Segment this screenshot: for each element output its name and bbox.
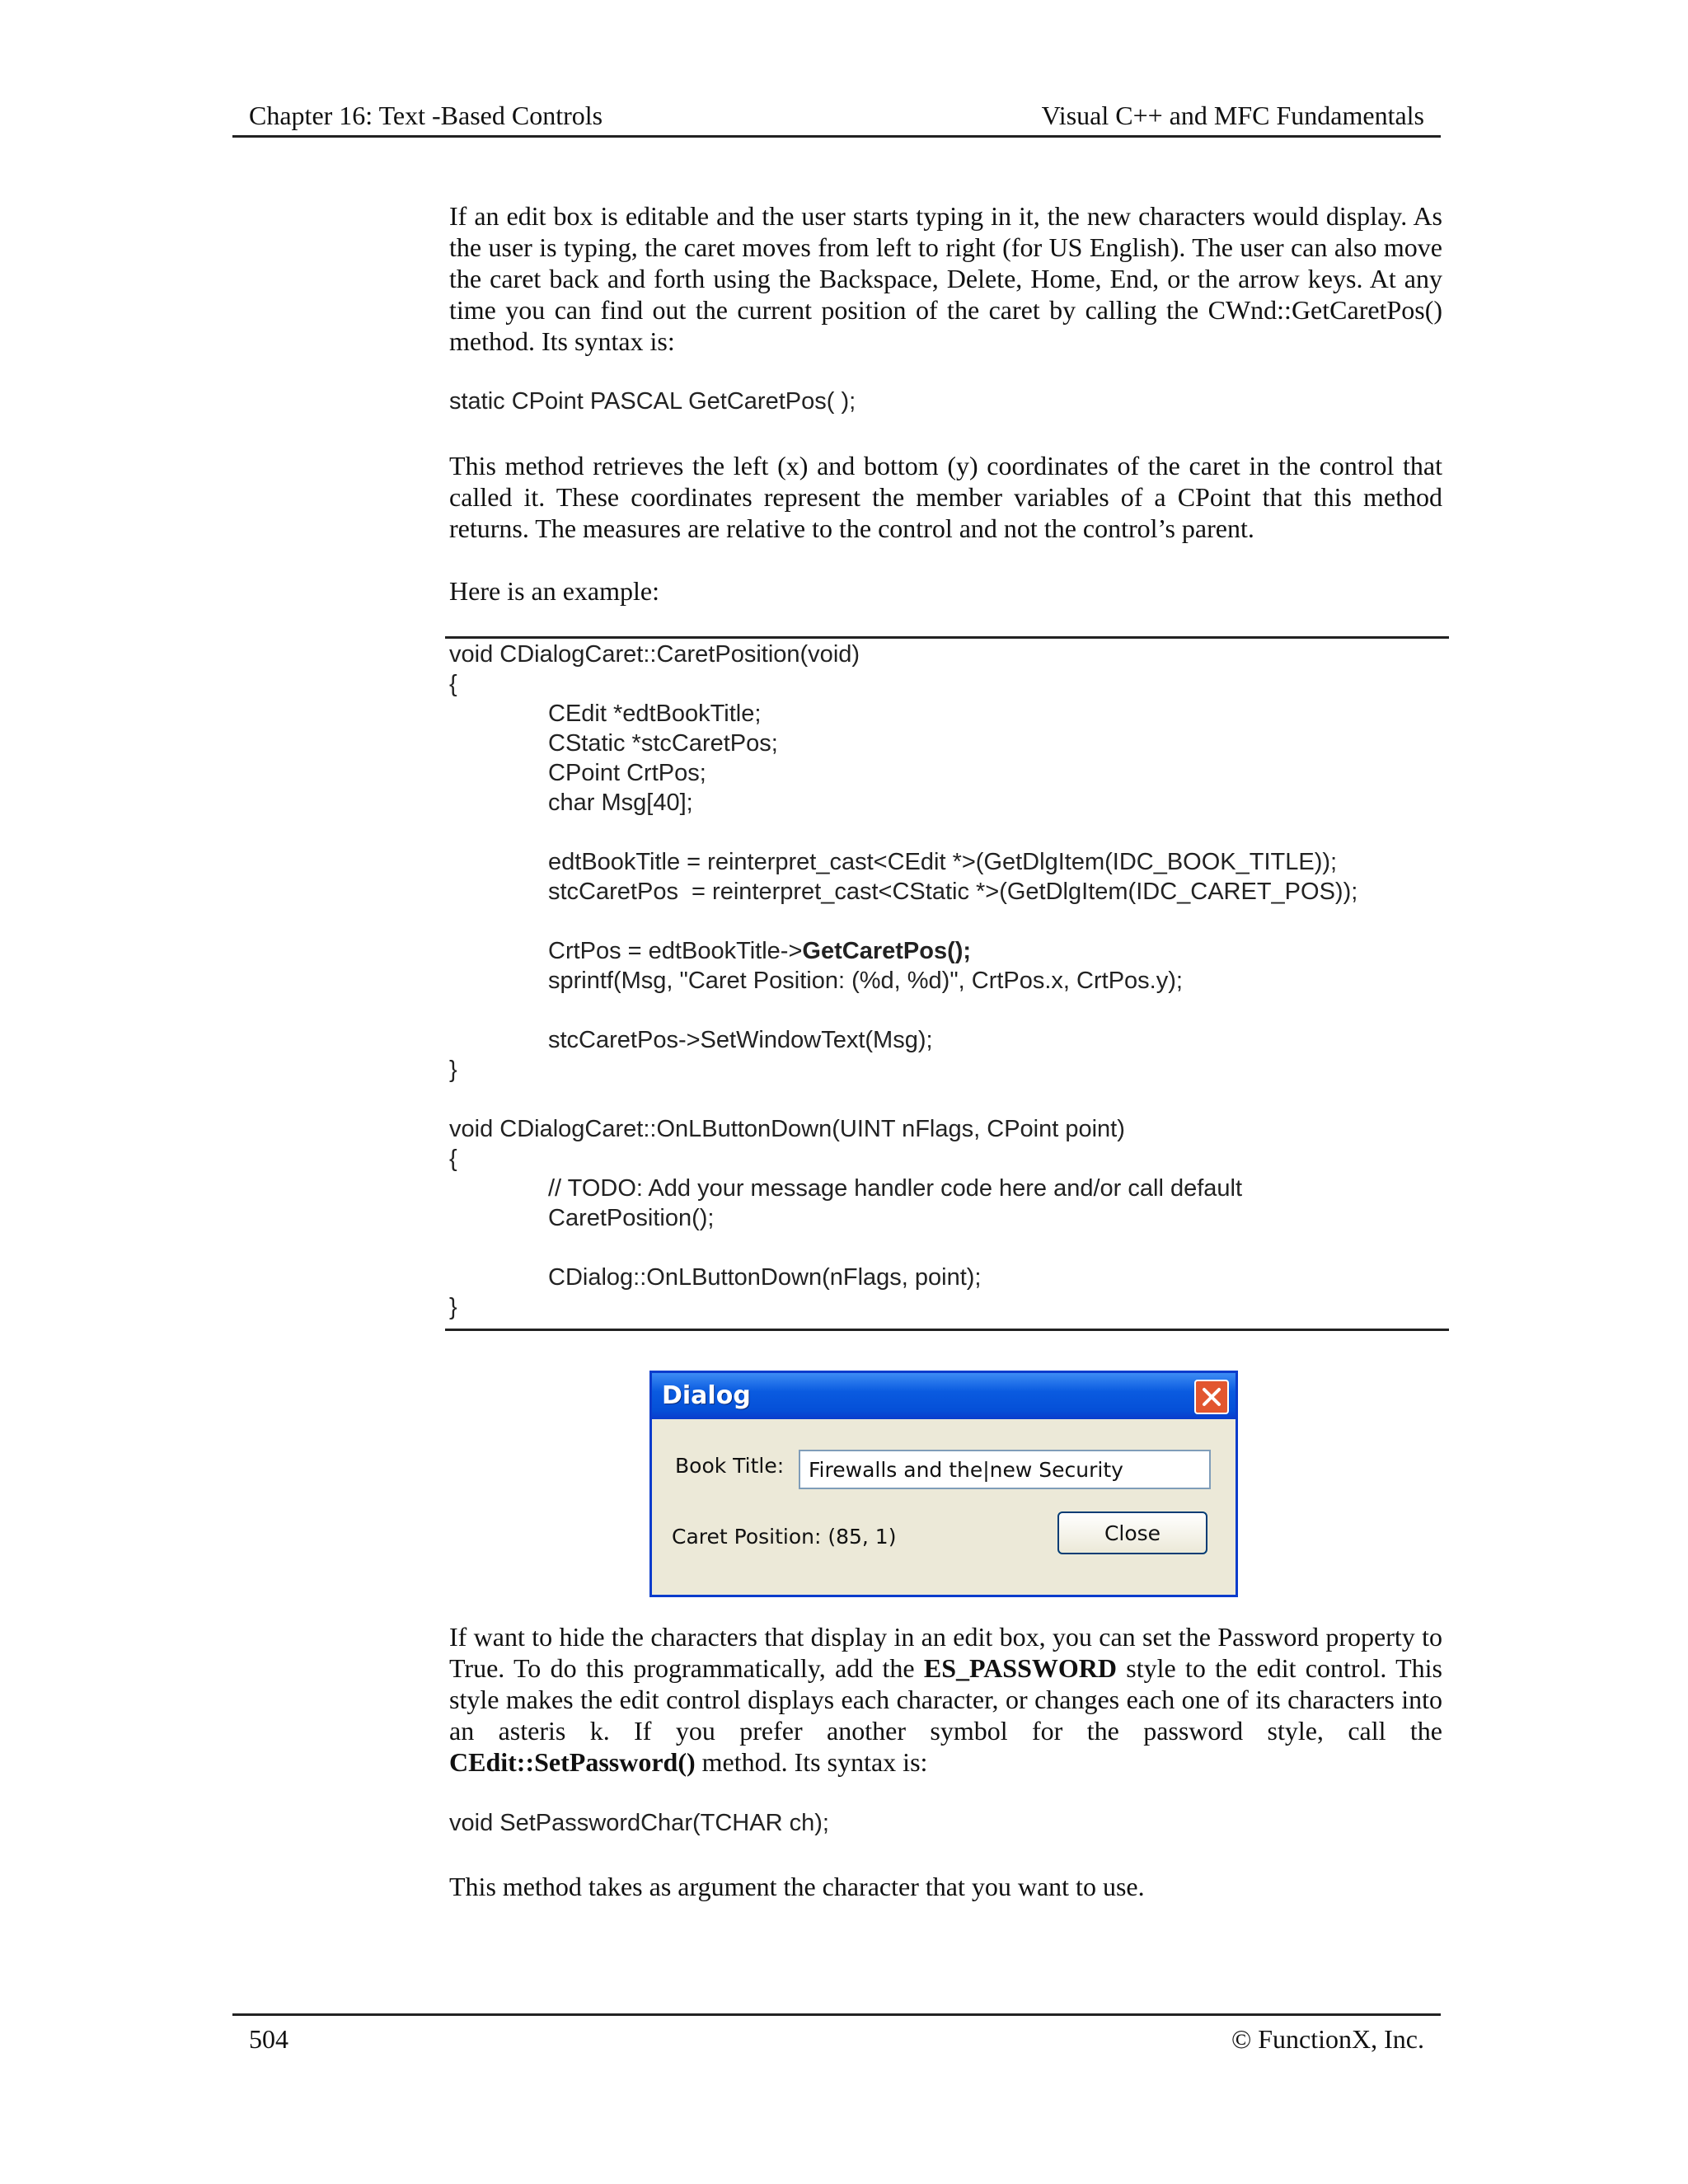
code-line: char Msg[40]; <box>548 790 693 816</box>
text-run: style to the edit control. This style makes the edit control displays each character, or changes each one of its characters into an asteris k. If you prefer another symbol for the password style, call the <box>449 1653 1443 1746</box>
code-bold-method: GetCaretPos(); <box>802 938 972 964</box>
dialog-close-button[interactable] <box>1194 1380 1229 1414</box>
code-line: } <box>449 1057 457 1083</box>
close-x-icon <box>1202 1387 1221 1407</box>
code-bottom-rule <box>445 1329 1449 1331</box>
close-button[interactable] <box>1057 1511 1207 1554</box>
text-run: method. Its syntax is: <box>695 1747 928 1777</box>
code-line: stcCaretPos->SetWindowText(Msg); <box>548 1027 933 1053</box>
page-header <box>232 96 1441 138</box>
text-run: If want to hide the characters that display in an edit box, you can set the Password property to True. To do this programmatically, add the <box>449 1622 1442 1683</box>
book-title-value: Firewalls and the|new Security <box>809 1458 1123 1482</box>
code-line: // TODO: Add your message handler code here and/or call default <box>548 1175 1243 1202</box>
paragraph-closing-text: This method takes as argument the character that you want to use. <box>449 1872 1145 1901</box>
code-line: { <box>449 1146 457 1172</box>
book-title-label: Book Title: <box>675 1454 785 1478</box>
code-line: void CDialogCaret::OnLButtonDown(UINT nFlags, CPoint point) <box>449 1116 1125 1142</box>
paragraph-intro-text: If an edit box is editable and the user starts typing in it, the new characters would display. As the user is typing, the caret moves from left to right (for US English). The user can also move the caret back and forth using the Backspace, Delete, Home, End, or the arrow keys. At any time you can find out the current position of the caret by calling the CWnd::GetCaretPos() method. Its syntax is: <box>449 201 1442 356</box>
code-line: CStatic *stcCaretPos; <box>548 730 778 757</box>
code-line: { <box>449 671 457 697</box>
syntax-getcaretpos: static CPoint PASCAL GetCaretPos( ); <box>449 388 856 415</box>
page-footer <box>232 2013 1441 2054</box>
header-book-title: Visual C++ and MFC Fundamentals <box>1041 101 1424 130</box>
paragraph-example-intro <box>449 575 1442 607</box>
bold-method-name: CEdit::SetPassword() <box>449 1747 696 1777</box>
dialog-title-bar[interactable] <box>652 1373 1236 1419</box>
code-line: void CDialogCaret::CaretPosition(void) <box>449 641 860 668</box>
book-title-input[interactable] <box>799 1450 1211 1489</box>
dialog-title: Dialog <box>662 1381 751 1410</box>
paragraph-intro <box>449 200 1442 357</box>
code-top-rule <box>445 636 1449 639</box>
caret-position-label: Caret Position: (85, 1) <box>672 1525 897 1549</box>
code-line <box>548 938 971 965</box>
code-line: } <box>449 1294 457 1320</box>
dialog-window <box>649 1371 1238 1597</box>
paragraph-closing <box>449 1871 1442 1902</box>
close-button-label: Close <box>1104 1521 1161 1545</box>
paragraph-example-intro-text: Here is an example: <box>449 576 659 606</box>
code-fragment: CrtPos = edtBookTitle-> <box>548 938 803 964</box>
code-line: stcCaretPos = reinterpret_cast<CStatic *>(GetDlgItem(IDC_CARET_POS)); <box>548 879 1358 905</box>
syntax-setpasswordchar: void SetPasswordChar(TCHAR ch); <box>449 1810 829 1836</box>
code-line: sprintf(Msg, "Caret Position: (%d, %d)", CrtPos.x, CrtPos.y); <box>548 968 1183 994</box>
code-line: CPoint CrtPos; <box>548 760 706 786</box>
paragraph-password-text <box>449 1621 1442 1778</box>
header-chapter: Chapter 16: Text -Based Controls <box>249 101 603 130</box>
paragraph-method-description-text: This method retrieves the left (x) and bottom (y) coordinates of the caret in the control that called it. These coordinates represent the member variables of a CPoint that this method returns. The measures are relative to the control and not the control’s parent. <box>449 451 1442 543</box>
paragraph-password <box>449 1621 1442 1778</box>
copyright: © FunctionX, Inc. <box>1231 2024 1424 2054</box>
code-line: CEdit *edtBookTitle; <box>548 701 762 727</box>
code-line: CaretPosition(); <box>548 1205 715 1231</box>
code-line: edtBookTitle = reinterpret_cast<CEdit *>(GetDlgItem(IDC_BOOK_TITLE)); <box>548 849 1338 875</box>
page-number: 504 <box>249 2024 288 2054</box>
bold-style-name: ES_PASSWORD <box>923 1653 1117 1683</box>
paragraph-method-description <box>449 450 1442 544</box>
code-line: CDialog::OnLButtonDown(nFlags, point); <box>548 1264 982 1291</box>
